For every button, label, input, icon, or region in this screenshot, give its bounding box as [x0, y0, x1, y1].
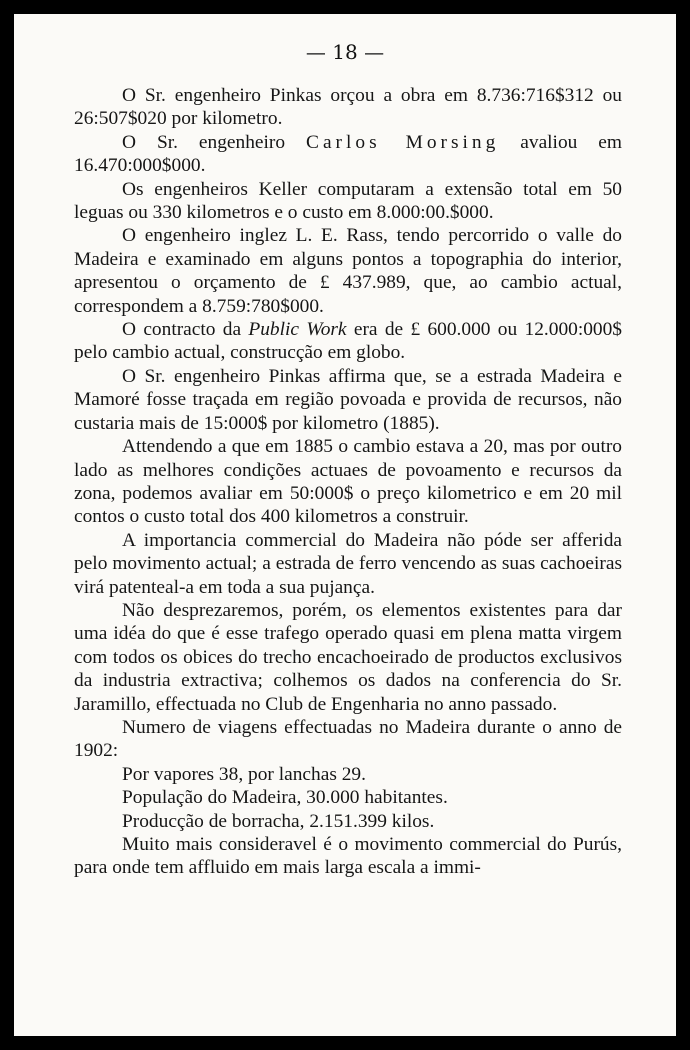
paragraph: O engenheiro inglez L. E. Rass, tendo percorrido o valle do Madeira e examinado em alguns pontos a topographia do interior, apresentou o orçamento de £ 437.989, que, ao cambio actual, correspondem a 8.759:780$000.: [74, 225, 622, 317]
list-item: Por vapores 38, por lanchas 29.: [122, 763, 366, 785]
statistics-list: [74, 763, 622, 833]
document-page: [14, 14, 676, 1036]
paragraph: Numero de viagens effectuadas no Madeira durante o anno de 1902:: [74, 716, 622, 762]
paragraph: [74, 318, 622, 365]
paragraph: Attendendo a que em 1885 o cambio estava a 20, mas por outro lado as melhores condições actuaes de povoamento e recursos da zona, podemos avaliar em 50:000$ o preço kilometrico e em 20 mil contos o custo total dos 400 kilometros a construir.: [74, 436, 622, 528]
paragraph: Os engenheiros Keller computaram a extensão total em 50 leguas ou 330 kilometros e o custo em 8.000:00.$000.: [74, 178, 622, 224]
paragraph: O Sr. engenheiro Pinkas orçou a obra em 8.736:716$312 ou 26:507$020 por kilometro.: [74, 85, 622, 130]
spaced-name: Carlos Morsing: [306, 131, 500, 153]
list-item: Producção de borracha, 2.151.399 kilos.: [122, 810, 435, 832]
italic-title: Public Work: [248, 319, 347, 341]
paragraph: Muito mais consideravel é o movimento commercial do Purús, para onde tem affluido em mais larga escala a immi-: [74, 834, 622, 879]
paragraph: Não desprezaremos, porém, os elementos existentes para dar uma idéa do que é esse trafego operado quasi em plena matta virgem com todos os obices do trecho encachoeirado de productos exclusivos da industria extractiva; colhemos os dados na conferencia do Sr. Jaramillo, effectuada no Club de Engenharia no anno passado.: [74, 599, 622, 715]
paragraph-text: O Sr. engenheiro: [122, 131, 307, 153]
page-number: — 18 —: [305, 40, 385, 64]
list-item: População do Madeira, 30.000 habitantes.: [122, 787, 448, 809]
paragraph: O Sr. engenheiro Pinkas affirma que, se a estrada Madeira e Mamoré fosse traçada em região povoada e provida de recursos, não custaria mais de 15:000$ por kilometro (1885).: [74, 365, 622, 434]
paragraph-text: era de £ 600.000 ou 12.000:000$ pelo cambio actual, construcção em globo.: [74, 319, 622, 364]
paragraph-text: O contracto da: [122, 319, 249, 341]
paragraph: A importancia commercial do Madeira não póde ser afferida pelo movimento actual; a estrada de ferro vencendo as suas cachoeiras virá patenteal-a em toda a sua pujança.: [74, 529, 622, 598]
paragraph: [74, 131, 622, 178]
paragraph-text: avaliou em 16.470:000$000.: [74, 131, 622, 177]
body-text: [74, 84, 622, 880]
